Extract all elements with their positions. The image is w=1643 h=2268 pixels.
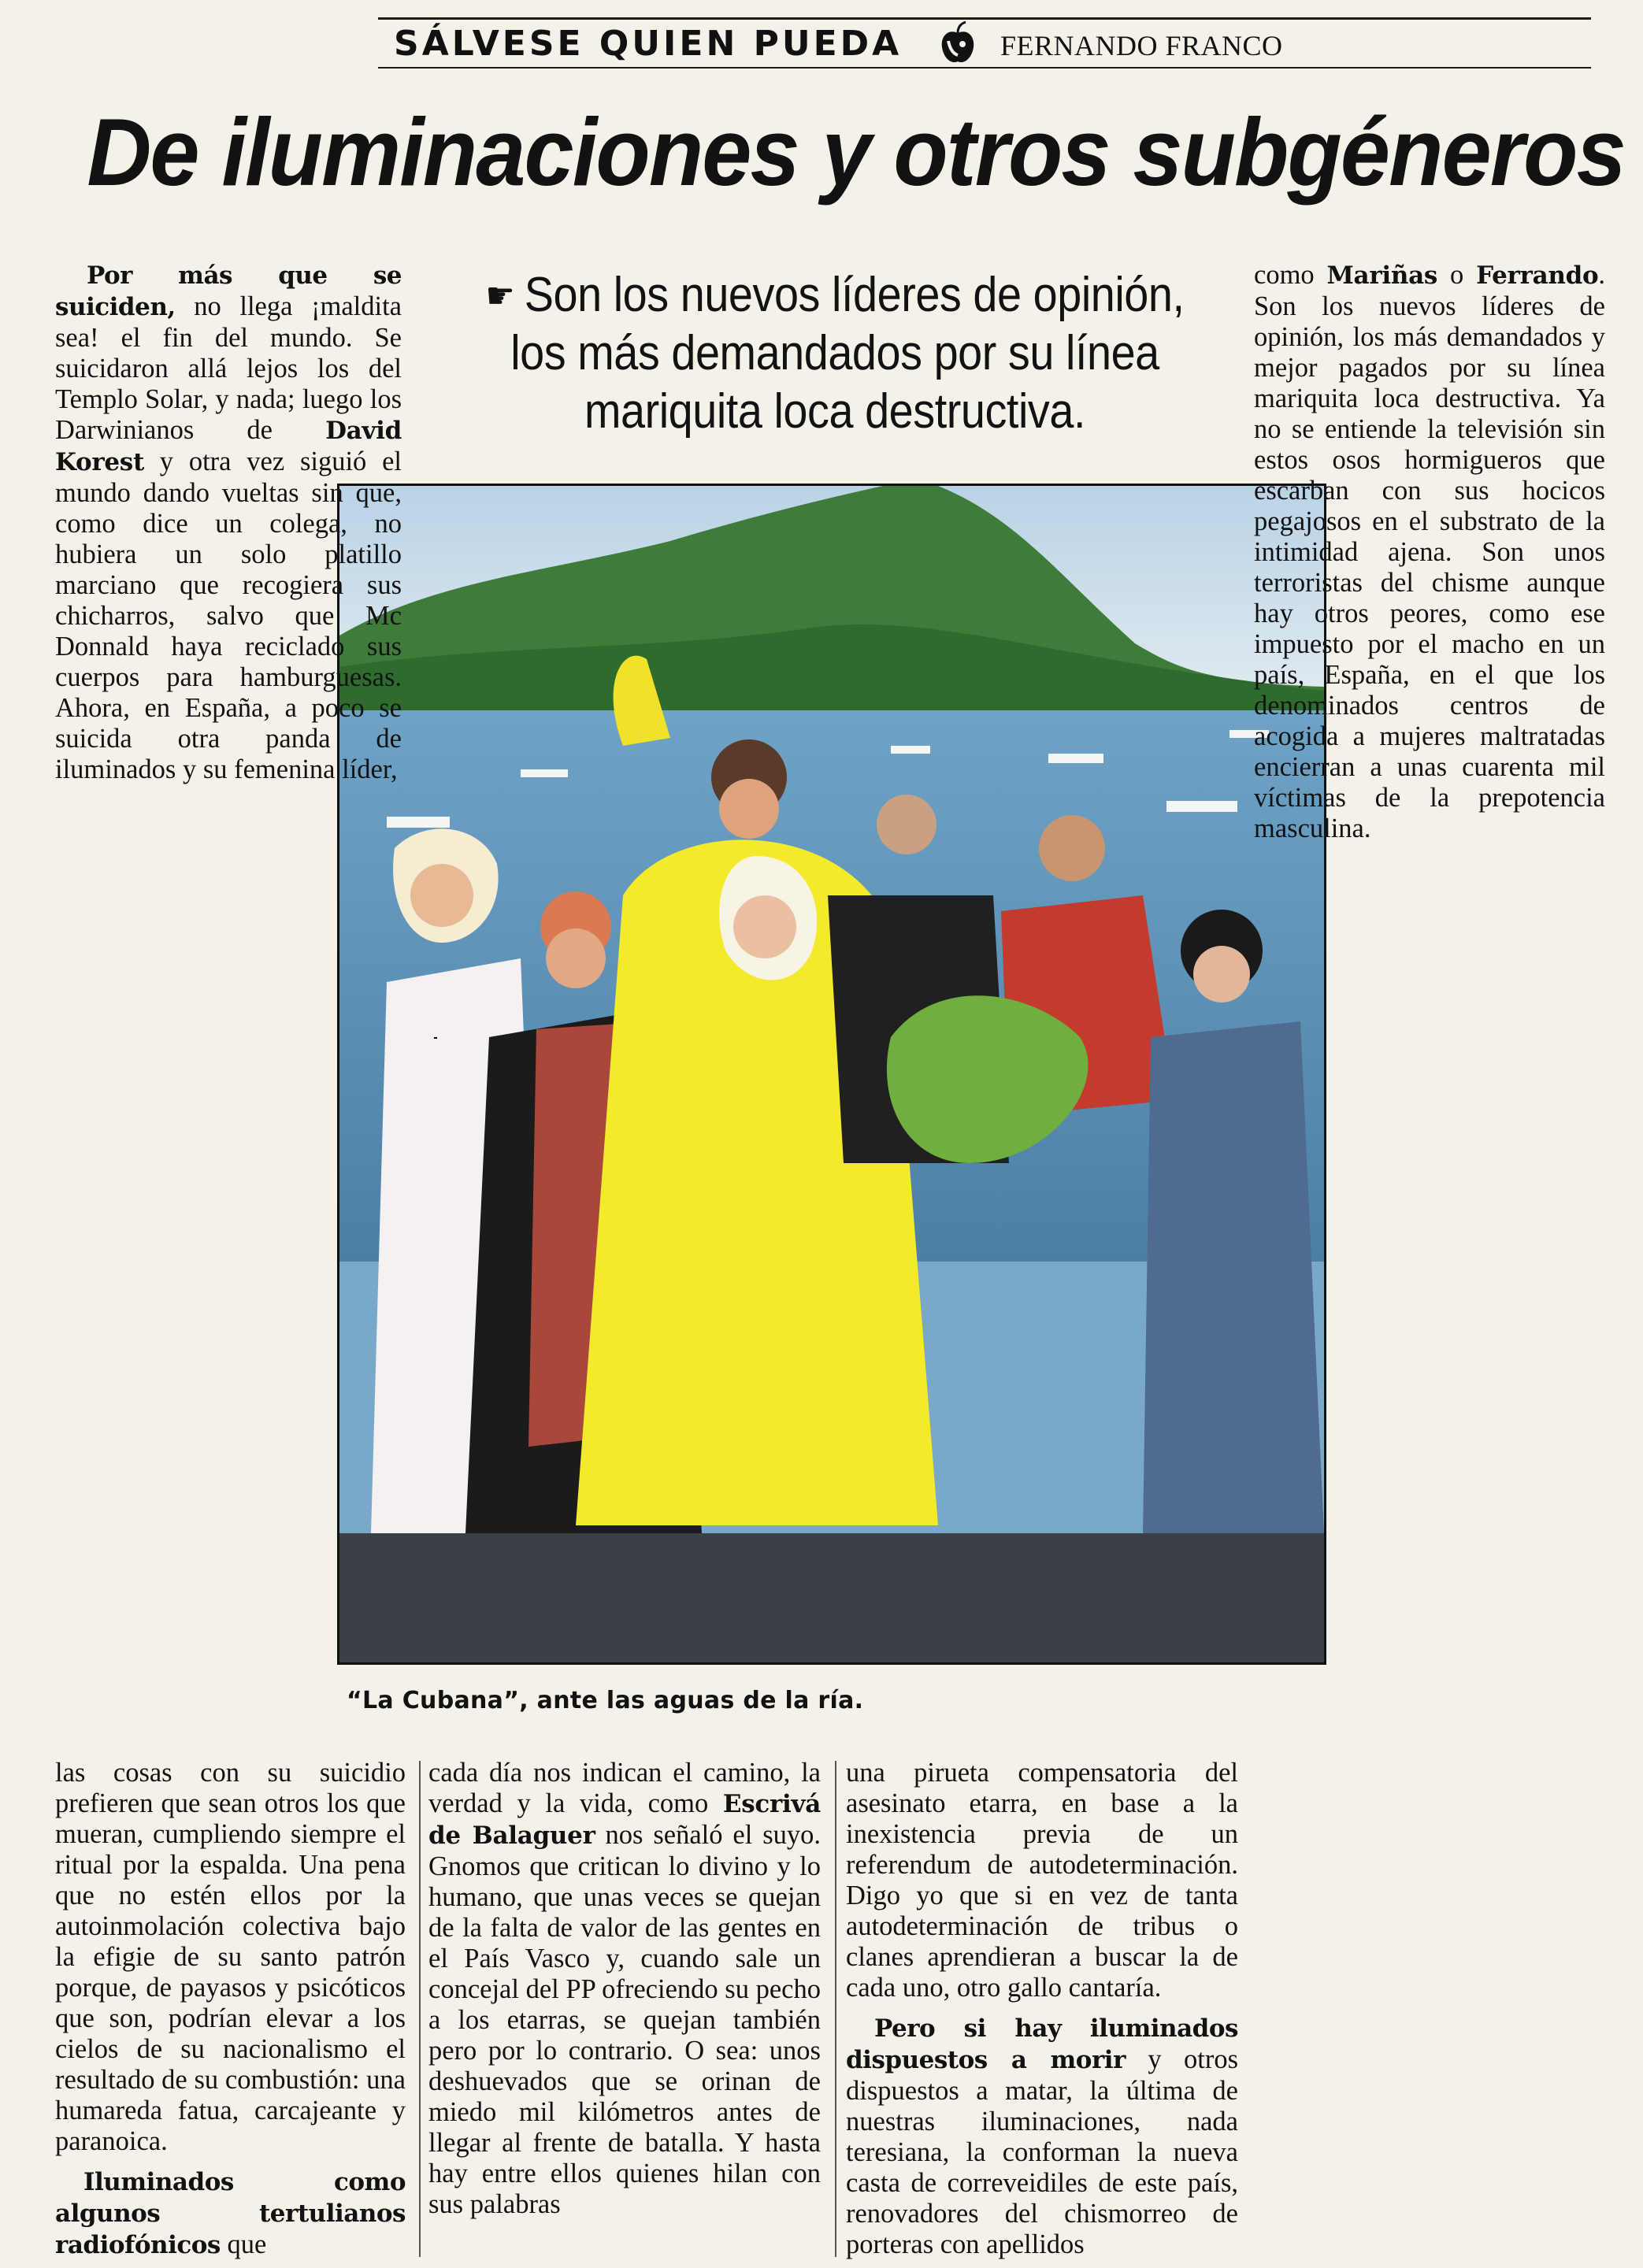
article-column-1-body [55, 260, 331, 449]
article-column-2: cada día nos indican el camino, la verdad y la vida, como Escrivá de Balaguer nos señaló el suyo. Gnomos que critican lo divino y lo humano, que unas veces se quejan de la falta de valor de las gentes en el País Vasco y, cuando sale un concejal del PP ofreciendo su pecho a los etarras, se quejan también pero por lo contrario. O sea: unos deshuevados que se orinan de miedo mil kilómetros antes de llegar al frente de batalla. Y hasta hay entre ellos quienes hilan con sus palabras [428, 1758, 822, 2219]
headline: De iluminaciones y otros subgéneros [87, 98, 1625, 206]
apple-logo-icon [939, 20, 977, 66]
author-byline: FERNANDO FRANCO [1000, 30, 1283, 61]
person-name: Mariñas [1326, 261, 1438, 290]
pointing-hand-icon: ☛ [485, 274, 515, 317]
article-column-4: como Mariñas o Ferrando. Son los nuevos líderes de opinión, los más demandados y mejor pagados por su línea mariquita loca destructiva. Ya no se entiende la televisión sin estos osos hormigueros que escarban con sus hocicos pegajosos en el substrato de la intimidad ajena. Son unos terroristas del chisme aunque hay otros peores, como ese impuesto por el macho en un país, España, en el que los denominados centros de acogida a mujeres maltratadas encierran a unas cuarenta mil víctimas de la prepotencia masculina. [1254, 260, 1605, 843]
article-column-1-lower: las cosas con su suicidio prefieren que sean otros los que mueran, cumpliendo siempre el ritual por la espalda. Una pena que no estén ellos por la autoinmolación colectiva bajo la efigie de su santo patrón porque, de payasos y psicóticos que son, podrían elevar a los cielos de su nacionalismo el resultado de su combustión: una humareda fatua, carcajeante y paranoica. Iluminados como algunos tertulianos radiofónicos que [55, 1758, 406, 2259]
photo [337, 484, 1326, 1665]
column-divider [835, 1761, 836, 2257]
header-rule-bottom [378, 67, 1591, 69]
pull-quote [480, 266, 1189, 441]
photo-illustration [339, 486, 1324, 1662]
lead-in: Pero si hay iluminados dispuestos a morir [846, 2014, 1238, 2074]
person-name: Escrivá de Balaguer [428, 1790, 821, 1850]
column-divider [419, 1761, 421, 2257]
lead-in: Por más que se suiciden, [55, 261, 402, 321]
lead-in: Iluminados como algunos tertulianos radiofónicos [55, 2168, 406, 2259]
header-rule-top [378, 17, 1591, 20]
article-column-1-top: Por más que se suiciden, no llega ¡maldita sea! el fin del mundo. Se suicidaron allá lejos los del Templo Solar, y nada; luego los Darwinianos de David Korest y otra vez siguió el mundo dando vueltas sin que, como dice un colega, no hubiera un solo platillo marciano que recogiera sus chicharros, salvo que Mc Donnald haya reciclado sus cuerpos para hamburguesas. Ahora, en España, a poco se suicida otra panda de iluminados y su femenina líder, [55, 261, 402, 784]
section-title: SÁLVESE QUIEN PUEDA [394, 24, 903, 64]
continued-text: las cosas con su suicidio prefieren que sean otros los que mueran, cumpliendo siempre el ritual por la espalda. Una pena que no estén ellos por la autoinmolación colectiva bajo la efigie de su santo patrón porque, de payasos y psicóticos que son, podrían elevar a los cielos de su nacionalismo el resultado de su combustión: una humareda fatua, carcajeante y paranoica. [55, 1758, 406, 2156]
person-name: David Korest [55, 417, 402, 476]
pull-quote-text: Son los nuevos líderes de opinión, los más demandados por su línea mariquita loca destructiva. [510, 268, 1185, 439]
person-name: Ferrando [1476, 261, 1599, 290]
photo-caption: “La Cubana”, ante las aguas de la ría. [347, 1687, 864, 1714]
article-column-3: una pirueta compensatoria del asesinato etarra, en base a la inexistencia previa de un referendum de autodeterminación. Digo yo que si en vez de tanta autodeterminación de tribus o clanes aprendieran a buscar la de cada uno, otro gallo cantaría. Pero si hay iluminados dispuestos a morir y otros dispuestos a matar, la última de nuestras iluminaciones, nada teresiana, la conforman la nueva casta de correveidiles de este país, renovadores del chismorreo de porteras con apellidos [846, 1758, 1238, 2259]
